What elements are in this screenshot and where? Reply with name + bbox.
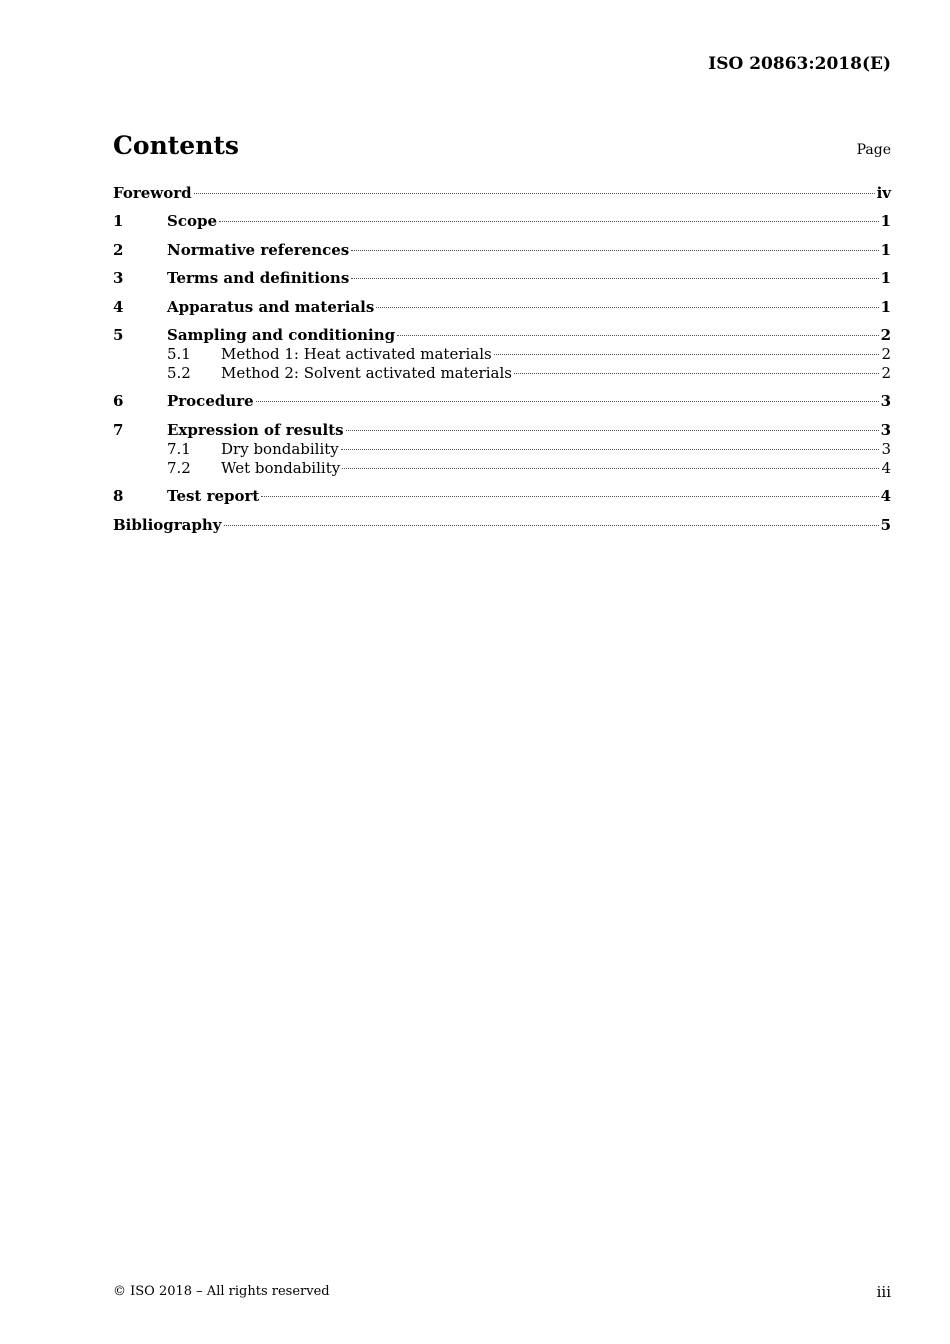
toc-entry-title: Expression of results bbox=[167, 420, 344, 439]
toc-entry-page: 1 bbox=[880, 212, 891, 231]
dot-leader bbox=[351, 250, 878, 251]
toc-entry-title: Terms and definitions bbox=[167, 269, 350, 288]
dot-leader bbox=[397, 335, 878, 336]
toc-entry-number: 7.2 bbox=[167, 458, 191, 477]
toc-entry-number: 2 bbox=[113, 240, 124, 259]
toc-entry-page: 4 bbox=[881, 458, 891, 477]
toc-entry-title: Bibliography bbox=[113, 515, 222, 534]
copyright-notice: © ISO 2018 – All rights reserved bbox=[113, 1284, 330, 1299]
toc-entry-page: 3 bbox=[880, 392, 891, 411]
toc-entry-title: Procedure bbox=[167, 392, 254, 411]
toc-entry-number: 6 bbox=[113, 392, 124, 411]
toc-entry-page: 1 bbox=[880, 269, 891, 288]
toc-entry-number: 5 bbox=[113, 325, 124, 344]
dot-leader bbox=[514, 373, 880, 374]
toc-entry-5[interactable] bbox=[113, 326, 891, 345]
toc-entry-1[interactable] bbox=[113, 212, 891, 231]
toc-entry-number: 4 bbox=[113, 297, 124, 316]
dot-leader bbox=[261, 496, 878, 497]
toc-entry-7[interactable] bbox=[113, 421, 891, 440]
toc-entry-title: Sampling and conditioning bbox=[167, 325, 396, 344]
toc-entry-2[interactable] bbox=[113, 241, 891, 260]
toc-entry-6[interactable] bbox=[113, 392, 891, 411]
dot-leader bbox=[219, 221, 879, 222]
toc-entry-page: 2 bbox=[880, 325, 891, 344]
toc-entry-page: 2 bbox=[881, 344, 891, 363]
page-number: iii bbox=[876, 1283, 891, 1301]
toc-entry-page: 2 bbox=[881, 363, 891, 382]
dot-leader bbox=[256, 401, 879, 402]
toc-entry-title: Scope bbox=[167, 212, 218, 231]
toc-entry-5-2[interactable] bbox=[113, 364, 891, 383]
toc-entry-number: 7.1 bbox=[167, 439, 191, 458]
toc-entry-title: Method 1: Heat activated materials bbox=[221, 344, 492, 363]
toc-entry-7-1[interactable] bbox=[113, 440, 891, 459]
dot-leader bbox=[346, 430, 879, 431]
toc-entry-foreword[interactable] bbox=[113, 184, 891, 203]
toc-entry-number: 3 bbox=[113, 269, 124, 288]
toc-entry-page: 1 bbox=[880, 297, 891, 316]
toc-entry-8[interactable] bbox=[113, 487, 891, 506]
toc-entry-page: iv bbox=[876, 184, 891, 202]
toc-entry-title: Apparatus and materials bbox=[167, 297, 375, 316]
dot-leader bbox=[194, 193, 875, 194]
toc-entry-number: 5.2 bbox=[167, 363, 191, 382]
toc-entry-7-2[interactable] bbox=[113, 459, 891, 478]
toc-entry-page: 5 bbox=[880, 515, 891, 534]
dot-leader bbox=[376, 307, 878, 308]
document-id: ISO 20863:2018(E) bbox=[708, 54, 891, 74]
toc-entry-number: 8 bbox=[113, 487, 124, 506]
toc-entry-title: Test report bbox=[167, 487, 260, 506]
dot-leader bbox=[224, 525, 879, 526]
dot-leader bbox=[342, 468, 879, 469]
toc-entry-number: 5.1 bbox=[167, 344, 191, 363]
toc-entry-number: 7 bbox=[113, 420, 124, 439]
toc-entry-bibliography[interactable] bbox=[113, 516, 891, 535]
toc-entry-5-1[interactable] bbox=[113, 345, 891, 364]
dot-leader bbox=[351, 278, 878, 279]
toc-entry-title: Wet bondability bbox=[221, 458, 341, 477]
toc-entry-page: 3 bbox=[880, 420, 891, 439]
toc-entry-page: 3 bbox=[881, 439, 891, 458]
toc-entry-4[interactable] bbox=[113, 298, 891, 317]
table-of-contents bbox=[113, 184, 891, 535]
toc-entry-title: Foreword bbox=[113, 184, 192, 202]
page-column-label: Page bbox=[856, 142, 891, 158]
toc-entry-3[interactable] bbox=[113, 269, 891, 288]
toc-entry-title: Normative references bbox=[167, 240, 350, 259]
toc-entry-title: Method 2: Solvent activated materials bbox=[221, 363, 512, 382]
dot-leader bbox=[341, 449, 880, 450]
dot-leader bbox=[494, 354, 880, 355]
toc-entry-page: 1 bbox=[880, 240, 891, 259]
toc-entry-number: 1 bbox=[113, 212, 124, 231]
toc-entry-title: Dry bondability bbox=[221, 439, 339, 458]
toc-entry-page: 4 bbox=[880, 487, 891, 506]
contents-title: Contents bbox=[113, 131, 240, 160]
